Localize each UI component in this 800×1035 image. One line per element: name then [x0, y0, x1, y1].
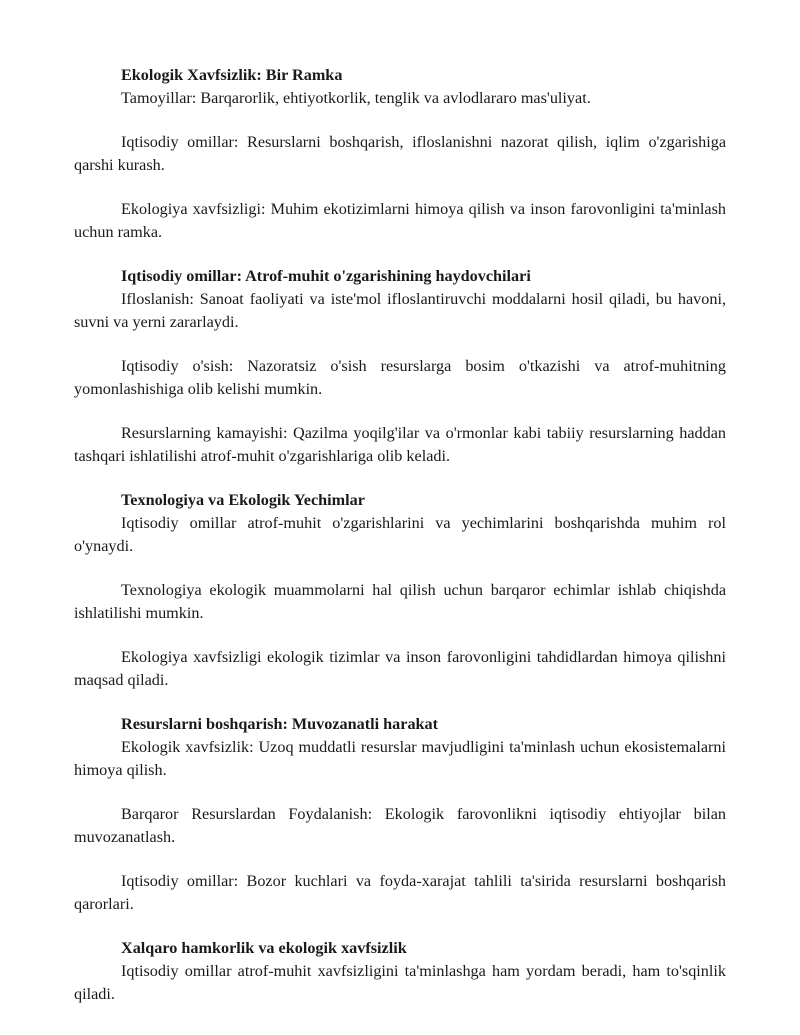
- paragraph: Ekologik xavfsizlik: Uzoq muddatli resurslar mavjudligini ta'minlash uchun ekosistemalarni himoya qilish.: [74, 738, 726, 779]
- section-heading: Iqtisodiy omillar: Atrof-muhit o'zgarishining haydovchilari: [121, 267, 531, 285]
- paragraph: Barqaror Resurslardan Foydalanish: Ekologik farovonlikni iqtisodiy ehtiyojlar bilan muvozanatlash.: [74, 805, 726, 846]
- paragraph: Tamoyillar: Barqarorlik, ehtiyotkorlik, tenglik va avlodlararo mas'uliyat.: [121, 89, 591, 107]
- paragraph: Iqtisodiy o'sish: Nazoratsiz o'sish resurslarga bosim o'tkazishi va atrof-muhitning yomonlashishiga olib kelishi mumkin.: [74, 357, 726, 398]
- section-texnologiya: [74, 489, 726, 692]
- paragraph: Ekologiya xavfsizligi: Muhim ekotizimlarni himoya qilish va inson farovonligini ta'minlash uchun ramka.: [74, 200, 726, 241]
- section-heading: Xalqaro hamkorlik va ekologik xavfsizlik: [121, 939, 407, 957]
- section-resurslarni-boshqarish: [74, 713, 726, 916]
- section-ekologik-xavfsizlik: [74, 64, 726, 244]
- paragraph: Resurslarning kamayishi: Qazilma yoqilg'ilar va o'rmonlar kabi tabiiy resurslarning haddan tashqari ishlatilishi atrof-muhit o'zgarishlariga olib keladi.: [74, 424, 726, 465]
- paragraph: Texnologiya ekologik muammolarni hal qilish uchun barqaror echimlar ishlab chiqishda ishlatilishi mumkin.: [74, 581, 726, 622]
- paragraph: Ekologiya xavfsizligi ekologik tizimlar va inson farovonligini tahdidlardan himoya qilishni maqsad qiladi.: [74, 648, 726, 689]
- section-heading: Ekologik Xavfsizlik: Bir Ramka: [121, 66, 343, 84]
- paragraph: Iqtisodiy omillar: Resurslarni boshqarish, ifloslanishni nazorat qilish, iqlim o'zgarishiga qarshi kurash.: [74, 133, 726, 174]
- paragraph: Iqtisodiy omillar: Bozor kuchlari va foyda-xarajat tahlili ta'sirida resurslarni boshqarish qarorlari.: [74, 872, 726, 913]
- section-heading: Texnologiya va Ekologik Yechimlar: [121, 491, 365, 509]
- section-heading: Resurslarni boshqarish: Muvozanatli harakat: [121, 715, 439, 733]
- paragraph: Ifloslanish: Sanoat faoliyati va iste'mol ifloslantiruvchi moddalarni hosil qiladi, bu havoni, suvni va yerni zararlaydi.: [74, 290, 726, 331]
- paragraph: Iqtisodiy omillar atrof-muhit xavfsizligini ta'minlashga ham yordam beradi, ham to'sqinlik qiladi.: [74, 962, 726, 1003]
- section-iqtisodiy-omillar: [74, 265, 726, 468]
- paragraph: Iqtisodiy omillar atrof-muhit o'zgarishlarini va yechimlarini boshqarishda muhim rol o'ynaydi.: [74, 514, 726, 555]
- section-xalqaro-hamkorlik: [74, 937, 726, 1006]
